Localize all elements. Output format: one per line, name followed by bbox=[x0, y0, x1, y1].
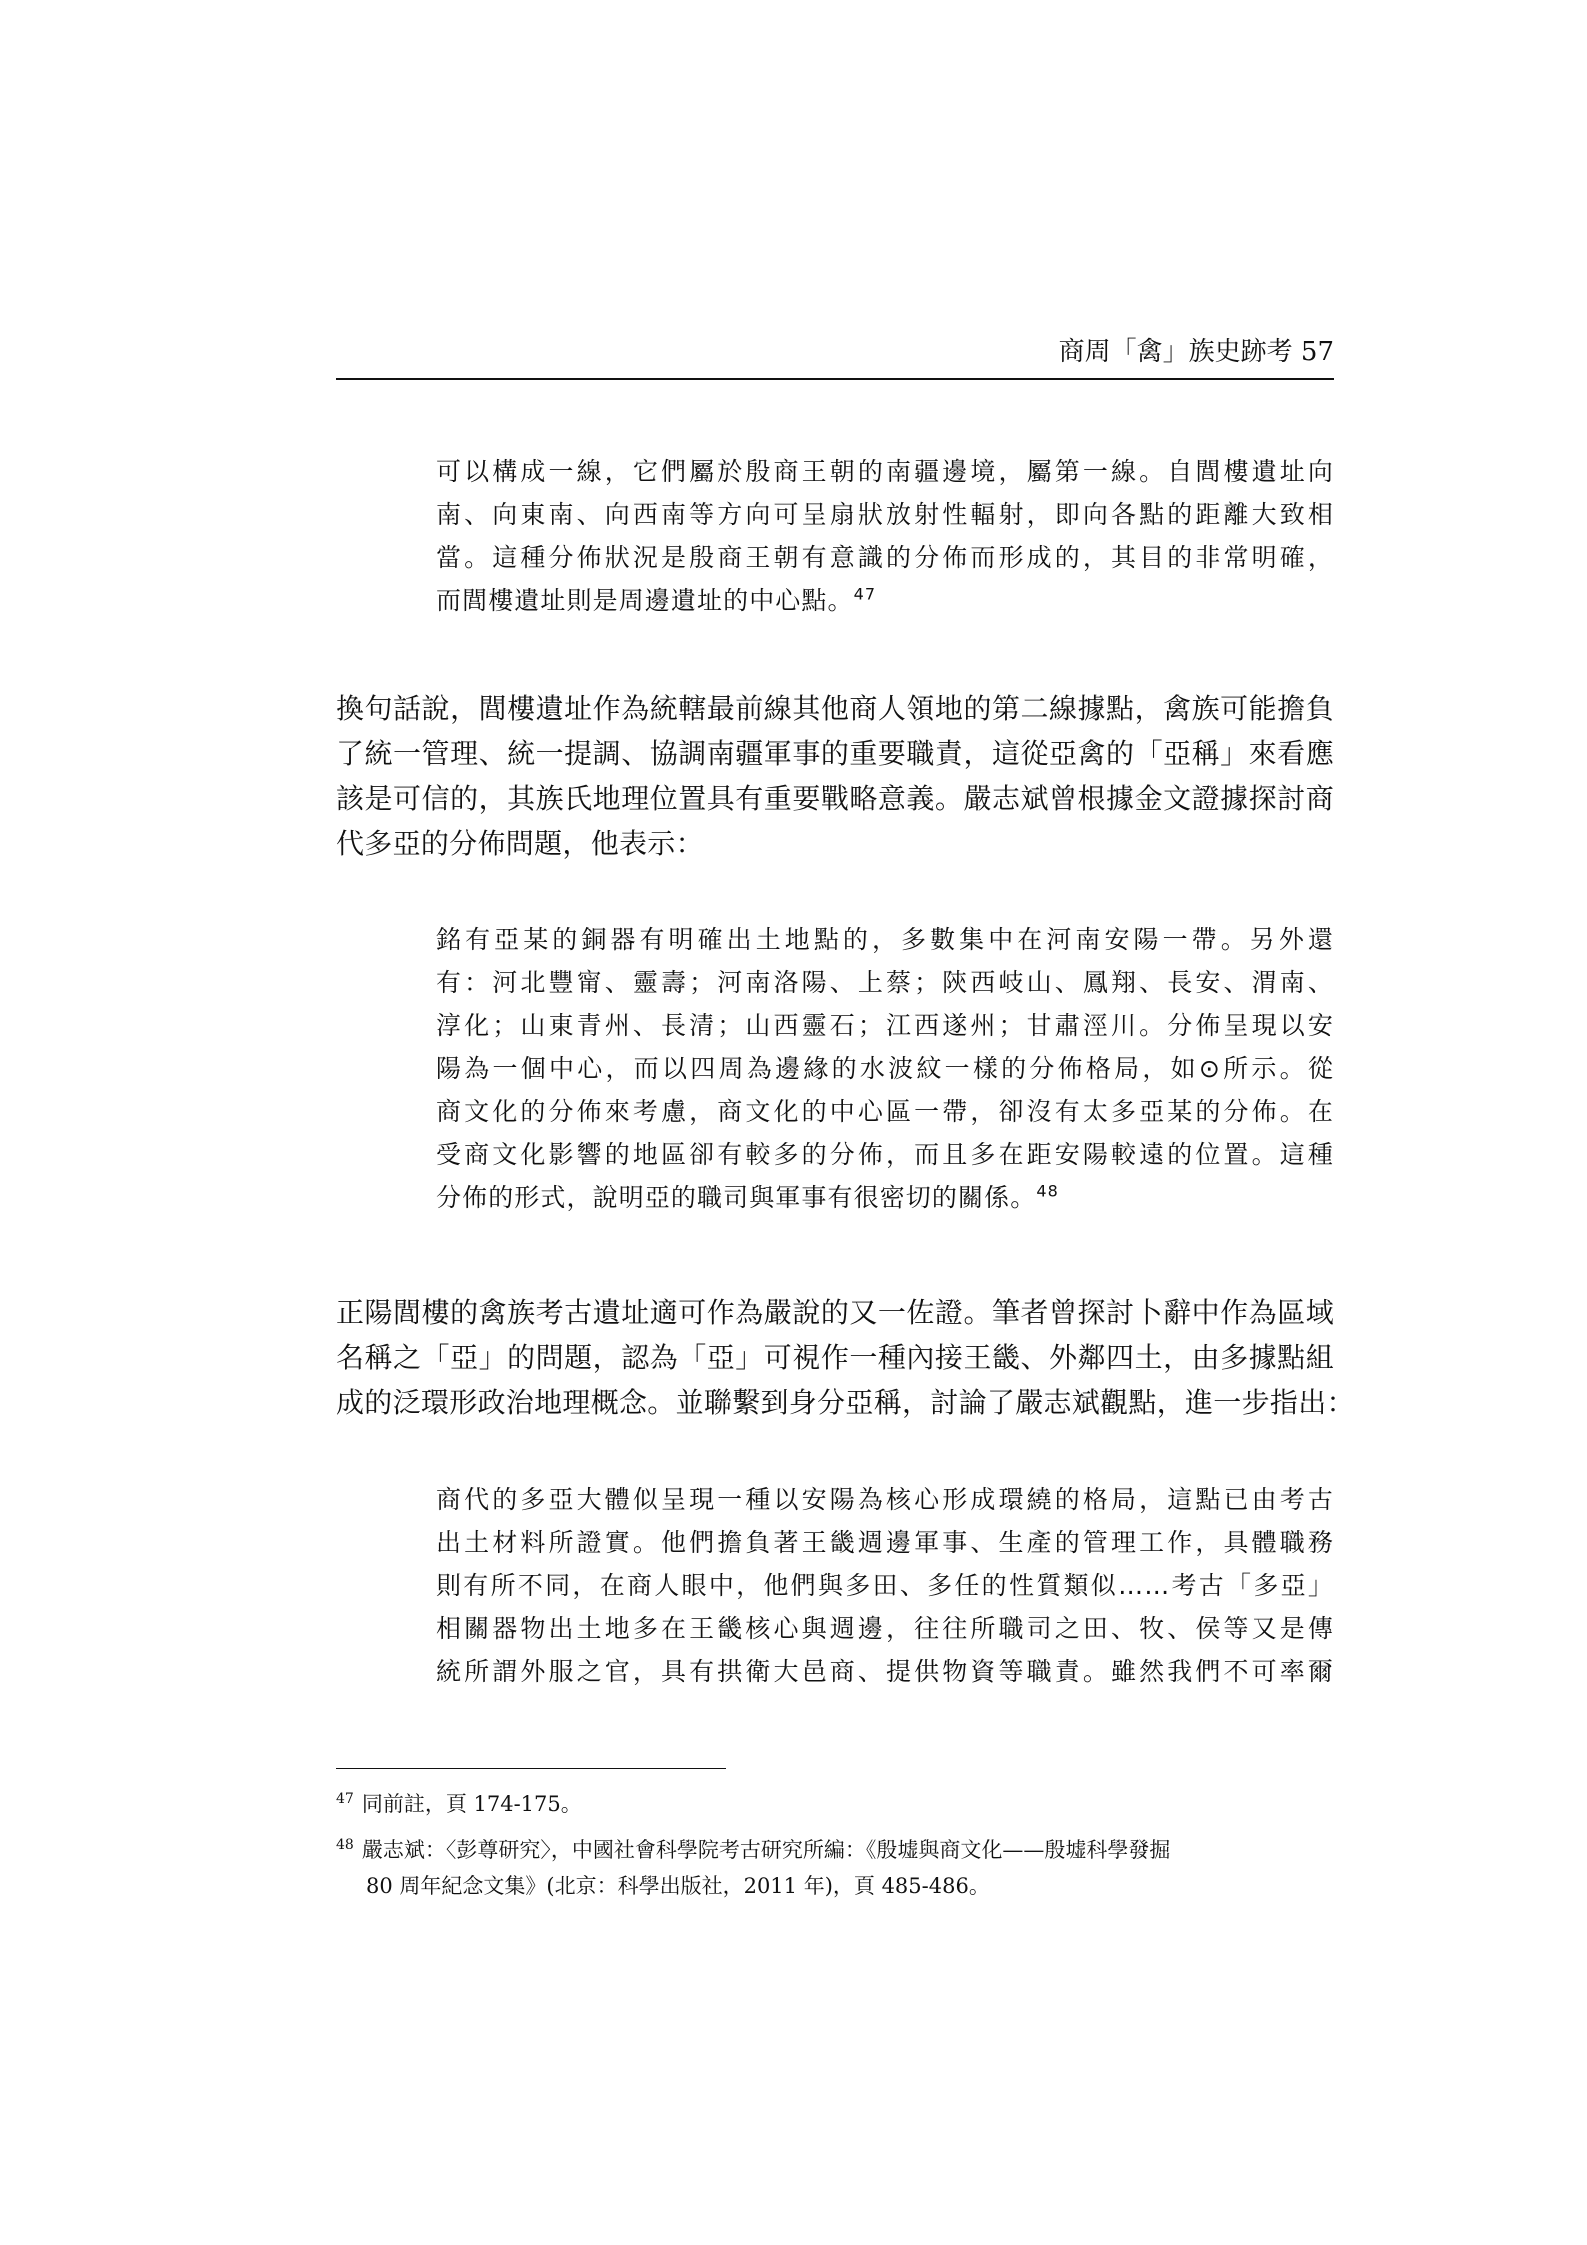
footnote-text: 同前註，頁 174-175。 bbox=[361, 1792, 582, 1816]
body-line: 正陽閭樓的禽族考古遺址適可作為嚴說的又一佐證。筆者曾探討卜辭中作為區域 bbox=[336, 1296, 1334, 1329]
footnote-47 bbox=[336, 1786, 1334, 1822]
block-quote-2 bbox=[436, 918, 1334, 1219]
quote-line: 相關器物出土地多在王畿核心與週邊，往往所職司之田、牧、侯等又是傳 bbox=[436, 1614, 1334, 1643]
running-header: 商周「禽」族史跡考 57 bbox=[1058, 337, 1334, 367]
body-line: 名稱之「亞」的問題，認為「亞」可視作一種內接王畿、外鄰四土，由多據點組 bbox=[336, 1341, 1334, 1374]
quote-line: 出土材料所證實。他們擔負著王畿週邊軍事、生產的管理工作，具體職務 bbox=[436, 1528, 1334, 1557]
header-rule bbox=[336, 378, 1334, 380]
quote-text: 分佈的形式，說明亞的職司與軍事有很密切的關係。 bbox=[436, 1183, 1037, 1212]
quote-line: 商文化的分佈來考慮，商文化的中心區一帶，卻沒有太多亞某的分佈。在 bbox=[436, 1097, 1334, 1126]
quote-line: 有：河北豐甯、靈壽；河南洛陽、上蔡；陝西岐山、鳳翔、長安、渭南、 bbox=[436, 968, 1334, 997]
body-line: 換句話說，閭樓遺址作為統轄最前線其他商人領地的第二線據點，禽族可能擔負 bbox=[336, 692, 1334, 725]
quote-line: 可以構成一線，它們屬於殷商王朝的南疆邊境，屬第一線。自閭樓遺址向 bbox=[436, 457, 1334, 486]
footnote-number: 48 bbox=[336, 1837, 354, 1853]
body-paragraph-1 bbox=[336, 686, 1334, 866]
quote-line: 南、向東南、向西南等方向可呈扇狀放射性輻射，即向各點的距離大致相 bbox=[436, 500, 1334, 529]
quote-line: 統所謂外服之官，具有拱衛大邑商、提供物資等職責。雖然我們不可率爾 bbox=[436, 1657, 1334, 1686]
quote-line: 淳化；山東青州、長清；山西靈石；江西遂州；甘肅涇川。分佈呈現以安 bbox=[436, 1011, 1334, 1040]
quote-line-last bbox=[436, 1176, 1334, 1219]
footnote-number: 47 bbox=[336, 1791, 354, 1807]
quote-line: 受商文化影響的地區卻有較多的分佈，而且多在距安陽較遠的位置。這種 bbox=[436, 1140, 1334, 1169]
quote-text: 而閭樓遺址則是周邊遺址的中心點。 bbox=[436, 586, 854, 615]
footnote-ref-47[interactable]: 47 bbox=[853, 584, 877, 604]
block-quote-3 bbox=[436, 1478, 1334, 1693]
footnote-rule bbox=[336, 1768, 726, 1769]
quote-line: 商代的多亞大體似呈現一種以安陽為核心形成環繞的格局，這點已由考古 bbox=[436, 1485, 1334, 1514]
body-line: 了統一管理、統一提調、協調南疆軍事的重要職責，這從亞禽的「亞稱」來看應 bbox=[336, 737, 1334, 770]
quote-line: 則有所不同，在商人眼中，他們與多田、多任的性質類似……考古「多亞」 bbox=[436, 1571, 1334, 1600]
body-line: 代多亞的分佈問題，他表示： bbox=[336, 827, 704, 860]
footnote-48 bbox=[336, 1832, 1334, 1904]
footnote-text: 嚴志斌：〈彭尊研究〉，中國社會科學院考古研究所編：《殷墟與商文化——殷墟科學發掘 bbox=[361, 1838, 1171, 1862]
body-paragraph-2 bbox=[336, 1290, 1355, 1425]
quote-line: 當。這種分佈狀況是殷商王朝有意識的分佈而形成的，其目的非常明確， bbox=[436, 543, 1334, 572]
quote-line: 銘有亞某的銅器有明確出土地點的，多數集中在河南安陽一帶。另外還 bbox=[436, 925, 1334, 954]
footnote-ref-48[interactable]: 48 bbox=[1036, 1181, 1059, 1201]
footnote-text-continued: 80 周年紀念文集》(北京：科學出版社，2011 年)，頁 485-486。 bbox=[366, 1874, 990, 1898]
body-line: 成的泛環形政治地理概念。並聯繫到身分亞稱，討論了嚴志斌觀點，進一步指出： bbox=[336, 1386, 1355, 1419]
quote-line: 陽為一個中心，而以四周為邊緣的水波紋一樣的分佈格局，如⊙所示。從 bbox=[436, 1054, 1334, 1083]
body-line: 該是可信的，其族氏地理位置具有重要戰略意義。嚴志斌曾根據金文證據探討商 bbox=[336, 782, 1334, 815]
block-quote-1 bbox=[436, 450, 1334, 622]
quote-line-last bbox=[436, 579, 1334, 622]
